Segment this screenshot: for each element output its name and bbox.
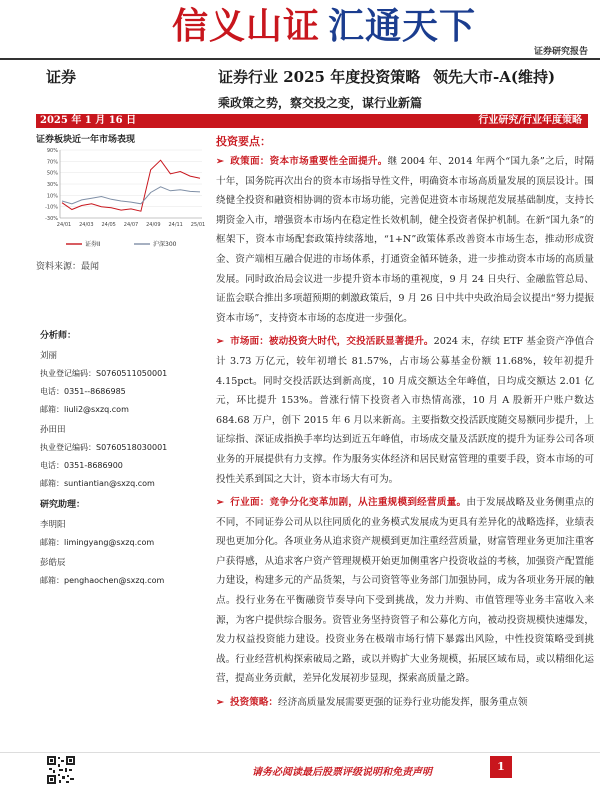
chart-x-tick-label: 24/03 (79, 222, 94, 228)
masthead (0, 0, 600, 58)
chart-x-tick-label: 24/05 (101, 222, 116, 228)
report-type: 证券研究报告 (533, 47, 588, 57)
brand-main: 信义山证 (172, 5, 321, 47)
analyst-name: 刘丽 (40, 351, 58, 361)
analyst-license: 执业登记编码：S0760518030001 (40, 443, 168, 452)
chart-y-tick-label: 90% (46, 148, 58, 154)
point-body: 由于发展战略及业务侧重点的不同，不同证券公司从以往同质化的业务模式发展成为更具有差异化的战略选择，业绩表现也更加分化。各项业务从追求资产规模到更加注重经营质量，财富管理业务更加注重客户获得感，从追求客户资产管理规模开始更加侧重客户投资收益的考核，加强资产配置能力建设，构建多元的产品货架，与公司资管等业务部门加强协同，成为各项业务开展的触点。投行业务在平衡融资节奏导向下受到挑战，发力并购、市值管理等业务丰富收入来源，为客户提供综合服务。资管业务坚持资管子和公募化方向，被动投资规模快速爆发，发力权益投资能力建设。投资业务在极端市场行情下暴露出风险，中性投资策略受到挑战。行业经营机构探索破局之路，或以并购扩大业务规模，拓展区域布局，或以精细化运营，提高业务贡献，差异化发展初步显现，探索高质量之路。 (216, 497, 595, 685)
point-strategy (216, 693, 594, 713)
chart-series-line-0 (62, 160, 200, 211)
assistant-email[interactable]: 邮箱：penghaochen@sxzq.com (40, 576, 165, 585)
chart-y-tick-label: -10% (45, 204, 58, 211)
chart-y-tick-label: 70% (46, 159, 58, 166)
assistant-entry (40, 518, 215, 548)
analyst-panel (40, 328, 215, 594)
chart-x-tick-label: 24/01 (56, 222, 72, 228)
main-content (216, 133, 594, 717)
data-source: 资料来源：最闻 (36, 262, 100, 272)
arrow-bullet-icon: ➢ (216, 336, 225, 348)
chart-svg (36, 144, 206, 254)
report-subtitle: 乘政策之势，察交投之变，谋行业新篇 (218, 96, 423, 110)
point-industry (216, 493, 594, 689)
chart-x-tick-label: 24/11 (168, 222, 183, 228)
date-section-bar (36, 114, 588, 128)
analyst-phone: 电话：0351-8686900 (40, 461, 123, 470)
point-lead: 政策面：资本市场重要性全面提升。 (230, 156, 388, 167)
chart-legend-label: 证券II (85, 241, 101, 248)
report-date: 2025 年 1 月 16 日 (40, 115, 137, 126)
qr-code-icon (46, 755, 76, 785)
assistant-entry (40, 556, 215, 586)
point-body: 经济高质量发展需要更强的证券行业功能发挥，服务重点领 (278, 697, 528, 709)
chart-x-tick-label: 24/07 (123, 222, 139, 228)
analyst-header: 分析师： (40, 331, 77, 341)
point-lead: 投资策略： (230, 697, 279, 709)
analyst-entry (40, 423, 215, 489)
report-section: 行业研究/行业年度策略 (478, 115, 582, 126)
analyst-license: 执业登记编码：S0760511050001 (40, 369, 168, 378)
analyst-phone: 电话：0351--8686985 (40, 387, 126, 396)
market-performance-chart (36, 144, 206, 254)
rating-label: 领先大市-A(维持) (433, 68, 556, 86)
chart-y-tick-label: 10% (46, 193, 58, 200)
analyst-email[interactable]: 邮箱：liuli2@sxzq.com (40, 405, 129, 414)
point-policy (216, 152, 594, 328)
analyst-name: 孙田田 (40, 425, 66, 435)
arrow-bullet-icon: ➢ (216, 497, 225, 509)
brand-logo (172, 0, 476, 49)
point-body: 继 2004 年、2014 年两个“国九条”之后，时隔十年，国务院再次出台的资本市场指导性文件，明确资本市场高质量发展的顶层设计。围绕健全投资和融资相协调的资本市场功能，完善促进资本市场规范发展基础制度，支持长期资金入市，增强资本市场内在稳定性长效机制，健全投资者保护机制。在新“国九条”的框架下，资本市场配套政策持续落地，“1+N”政策体系改善资本市场生态，推动形成资金、资产端相互融合促进的市场体系，打通资金循环链条，进一步推动资本市场的高质量发展。同时政治局会议进一步提升资本市场的重视度，9 月 24 日央行、金融监管总局、证监会联合推出多项超预期的刺激政策后，9 月 26 日中共中央政治局会议提出“努力提振资本市场”，支持资本市场的态度进一步强化。 (216, 156, 595, 324)
assistant-name: 彭皓辰 (40, 558, 66, 568)
arrow-bullet-icon: ➢ (216, 697, 225, 709)
investment-points-title: 投资要点： (216, 135, 271, 148)
chart-title: 证券板块近一年市场表现 (36, 135, 136, 145)
point-lead: 市场面：被动投资大时代，交投活跃显著提升。 (230, 336, 434, 348)
assistant-email[interactable]: 邮箱：limingyang@sxzq.com (40, 538, 155, 547)
chart-y-tick-label: -30% (45, 216, 58, 222)
point-market (216, 332, 594, 489)
header-divider (0, 58, 600, 60)
chart-y-tick-label: 50% (46, 170, 58, 177)
footer-divider (0, 752, 600, 753)
page-number: 1 (490, 756, 512, 778)
assistant-header: 研究助理： (40, 500, 86, 510)
chart-x-tick-label: 24/09 (146, 222, 161, 228)
assistant-name: 李明阳 (40, 520, 66, 530)
chart-y-tick-label: 30% (46, 182, 58, 188)
analyst-entry (40, 349, 215, 415)
industry-label: 证券 (46, 68, 77, 86)
arrow-bullet-icon: ➢ (216, 156, 225, 167)
point-body: 2024 末，存续 ETF 基金资产净值合计 3.73 万亿元，较年初增长 81.57%，占市场公募基金份额 11.68%，较年初提升 4.15pct。同时交投活跃达到新高度，10 月成交额达全年峰值，日均成交额达 2.01 亿元，环比提升 153%。普涨行情下投资者入市热情高涨，10 月 A 股新开户账户数达 684.68 万户，创下 2015 年 6 月以来新高。主要指数交投活跃度随交易额同步提升，上证综指、深证成指换手率均达到近五年峰值，市场成交量及活跃度的提升为证券公司各项业务的开展提供有力支撑。作为服务实体经济和居民财富管理的重要手段，资本市场的可投性关系到国之大计，资本市场大有可为。 (216, 336, 594, 485)
brand-sub: 汇通天下 (328, 5, 477, 47)
disclaimer-text: 请务必阅读最后股票评级说明和免责声明 (252, 767, 432, 778)
analyst-email[interactable]: 邮箱：suntiantian@sxzq.com (40, 479, 155, 488)
point-lead: 行业面：竞争分化变革加剧，从注重规模到经营质量。 (230, 497, 467, 509)
report-title: 证券行业 2025 年度投资策略 (218, 68, 421, 86)
chart-legend-label: 沪深300 (153, 241, 177, 248)
chart-x-tick-label: 25/01 (190, 222, 206, 228)
